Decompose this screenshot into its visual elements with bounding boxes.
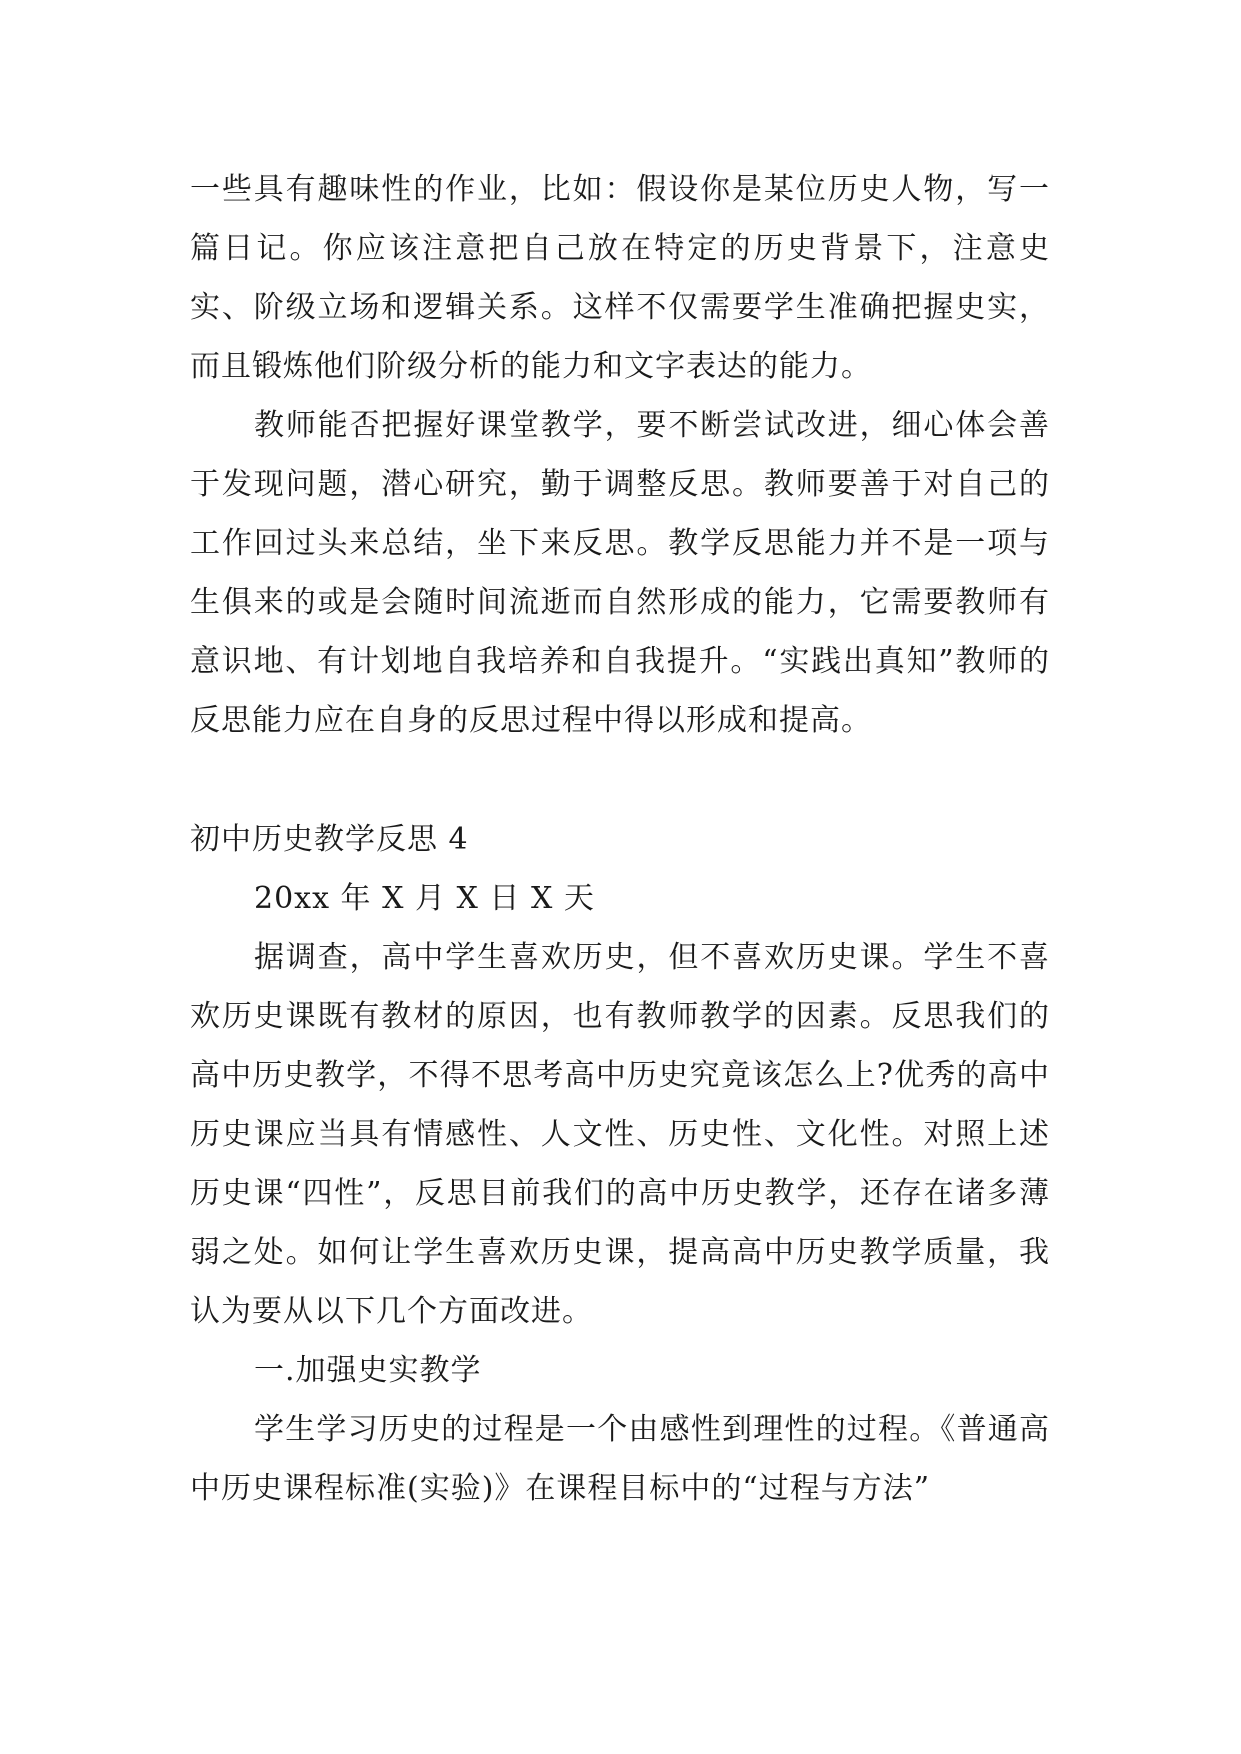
document-body xyxy=(190,160,1050,1518)
paragraph-teacher-reflection: 教师能否把握好课堂教学，要不断尝试改进，细心体会善于发现问题，潜心研究，勤于调整反思。教师要善于对自己的工作回过头来总结，坐下来反思。教学反思能力并不是一项与生俱来的或是会随时间流逝而自然形成的能力，它需要教师有意识地、有计划地自我培养和自我提升。“实践出真知”教师的反思能力应在自身的反思过程中得以形成和提高。 xyxy=(190,408,1050,738)
section-spacer xyxy=(190,750,1050,810)
paragraph-survey: 据调查，高中学生喜欢历史，但不喜欢历史课。学生不喜欢历史课既有教材的原因，也有教师教学的因素。反思我们的高中历史教学，不得不思考高中历史究竟该怎么上?优秀的高中历史课应当具有情感性、人文性、历史性、文化性。对照上述历史课“四性”，反思目前我们的高中历史教学，还存在诸多薄弱之处。如何让学生喜欢历史课，提高高中历史教学质量，我认为要从以下几个方面改进。 xyxy=(190,940,1050,1329)
subheading-strengthen-facts: 一.加强史实教学 xyxy=(254,1353,482,1388)
paragraph-learning-process: 学生学习历史的过程是一个由感性到理性的过程。《普通高中历史课程标准(实验)》在课程目标中的“过程与方法” xyxy=(190,1412,1050,1506)
paragraph-homework: 一些具有趣味性的作业，比如：假设你是某位历史人物，写一篇日记。你应该注意把自己放在特定的历史背景下，注意史实、阶级立场和逻辑关系。这样不仅需要学生准确把握史实，而且锻炼他们阶级分析的能力和文字表达的能力。 xyxy=(190,172,1050,384)
section-title: 初中历史教学反思 4 xyxy=(190,822,469,857)
date-line: 20xx 年 X 月 X 日 X 天 xyxy=(254,881,595,916)
